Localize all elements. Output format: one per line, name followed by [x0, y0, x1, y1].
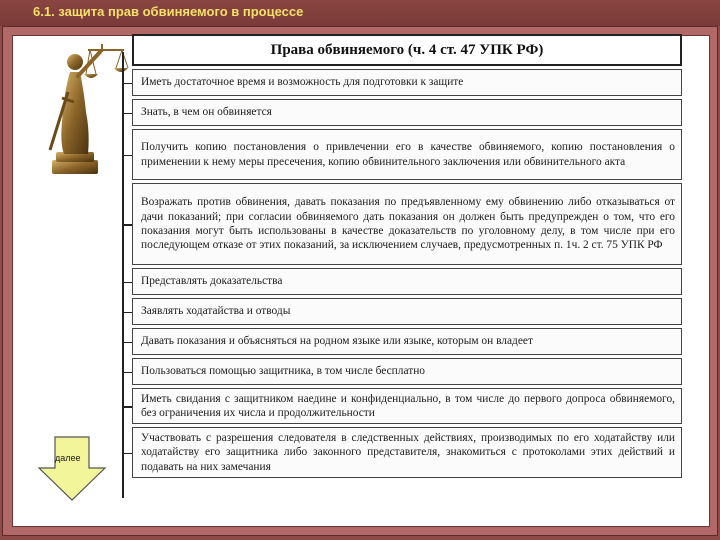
- bracket-line: [122, 52, 124, 498]
- table-row: [132, 358, 682, 385]
- table-row: [132, 268, 682, 295]
- row-text: Участвовать с разрешения следователя в следственных действиях, производимых по его ходатайству или ходатайству его защитника либо законного представителя, знакомиться с протоколами этих действий и подавать на них замечания: [141, 431, 675, 473]
- arrow-down-icon[interactable]: [38, 436, 108, 502]
- row-text: Представлять доказательства: [141, 275, 283, 288]
- table-row: [132, 99, 682, 126]
- table-row: [132, 328, 682, 355]
- title-bar: [0, 0, 720, 26]
- row-text: Иметь достаточное время и возможность для подготовки к защите: [141, 76, 464, 89]
- row-text: Иметь свидания с защитником наедине и конфиденциально, в том числе до первого допроса обвиняемого, без ограничения их числа и продолжительности: [141, 392, 675, 419]
- table-row: [132, 129, 682, 180]
- table-row: [132, 183, 682, 265]
- table-row: [132, 427, 682, 478]
- row-text: Знать, в чем он обвиняется: [141, 106, 272, 119]
- row-text: Заявлять ходатайства и отводы: [141, 305, 291, 318]
- table-row: [132, 388, 682, 424]
- table-heading: Права обвиняемого (ч. 4 ст. 47 УПК РФ): [132, 34, 682, 66]
- table-row: [132, 298, 682, 325]
- table-row: [132, 69, 682, 96]
- row-text: Пользоваться помощью защитника, в том числе бесплатно: [141, 365, 425, 378]
- row-text: Получить копию постановления о привлечении его в качестве обвиняемого, копию постановления о применении к нему меры пресечения, копию обвинительного заключения или обвинительного акта: [141, 141, 675, 168]
- slide-title: 6.1. защита прав обвиняемого в процессе: [33, 4, 304, 19]
- row-text: Возражать против обвинения, давать показания по предъявленному ему обвинению либо отказываться от дачи показаний; при согласии обвиняемого дать показания он должен быть предупрежден о том, что его показания могут быть использованы в качестве доказательств по уголовному делу, в том числе при его последующем отказе от этих показаний, за исключением случаев, предусмотренных п. 1ч. 2 ст. 75 УПК РФ: [141, 196, 675, 252]
- next-button-label[interactable]: далее: [55, 453, 81, 463]
- themis-statue-icon: [30, 32, 130, 182]
- rights-table: [132, 34, 682, 481]
- row-text: Давать показания и объясняться на родном языке или языке, которым он владеет: [141, 335, 533, 348]
